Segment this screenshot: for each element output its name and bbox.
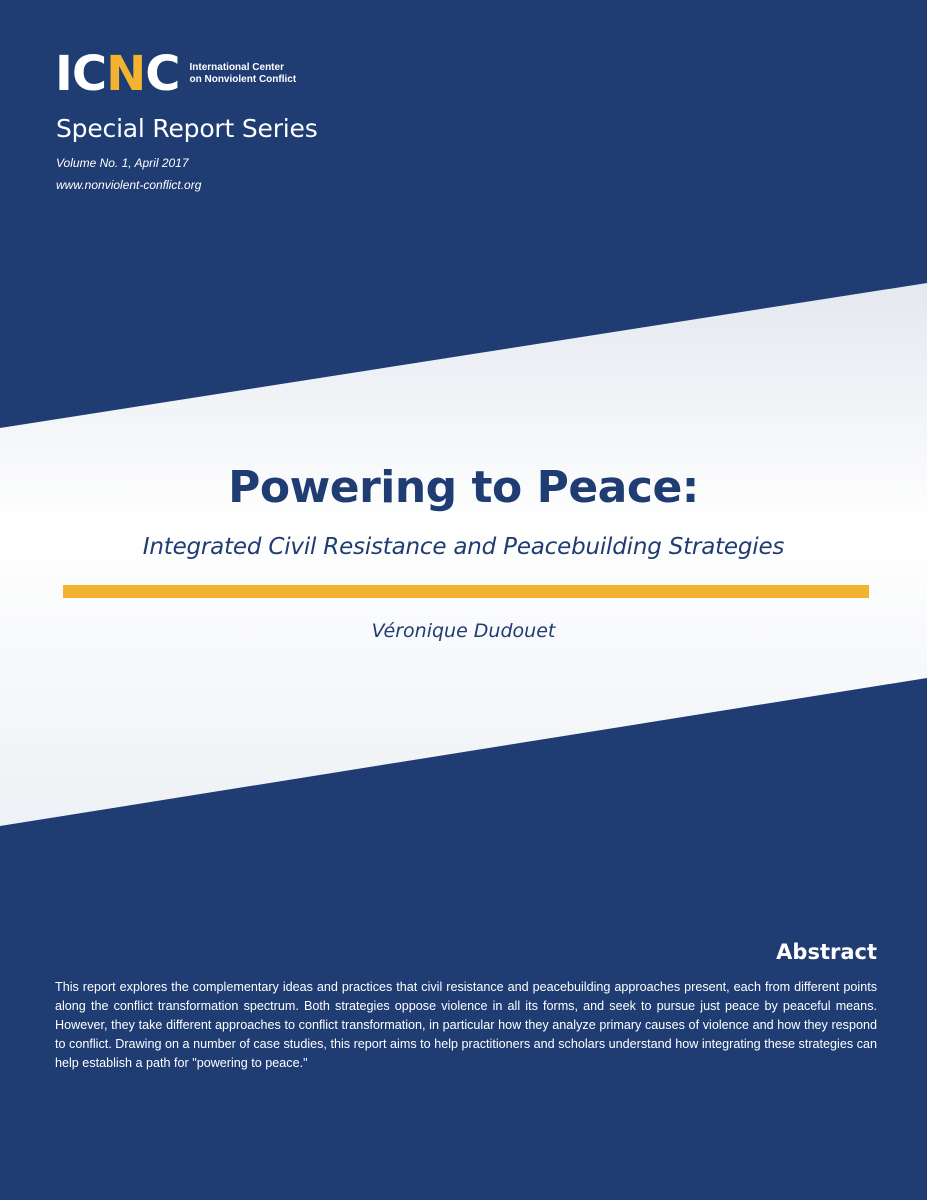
volume-info: Volume No. 1, April 2017 [56, 156, 189, 170]
abstract-heading: Abstract [776, 940, 877, 964]
abstract-body: This report explores the complementary ideas and practices that civil resistance and peacebuilding approaches present, each from different points along the conflict transformation spectrum. Both strategies oppose violence in all its forms, and seek to pursue just peace by peaceful means. However, they take different approaches to conflict transformation, in particular how they analyze primary causes of violence and how they respond to conflict. Drawing on a number of case studies, this report aims to help practitioners and scholars understand how integrating these strategies can help establish a path for "powering to peace." [55, 980, 877, 1070]
report-title: Powering to Peace: [228, 462, 699, 513]
logo-suffix: C [145, 46, 180, 102]
logo-accent: N [106, 46, 146, 102]
logo-wordmark [55, 46, 180, 102]
org-name-line2: on Nonviolent Conflict [189, 74, 297, 85]
website-url: www.nonviolent-conflict.org [56, 178, 202, 192]
report-subtitle: Integrated Civil Resistance and Peacebuilding Strategies [142, 534, 785, 560]
org-name-line1: International Center [189, 62, 284, 73]
gold-divider [63, 585, 869, 598]
org-name [190, 62, 350, 86]
icnc-logo [55, 46, 350, 102]
logo-prefix: IC [55, 46, 107, 102]
series-title: Special Report Series [56, 114, 318, 143]
author-name: Véronique Dudouet [371, 620, 556, 642]
